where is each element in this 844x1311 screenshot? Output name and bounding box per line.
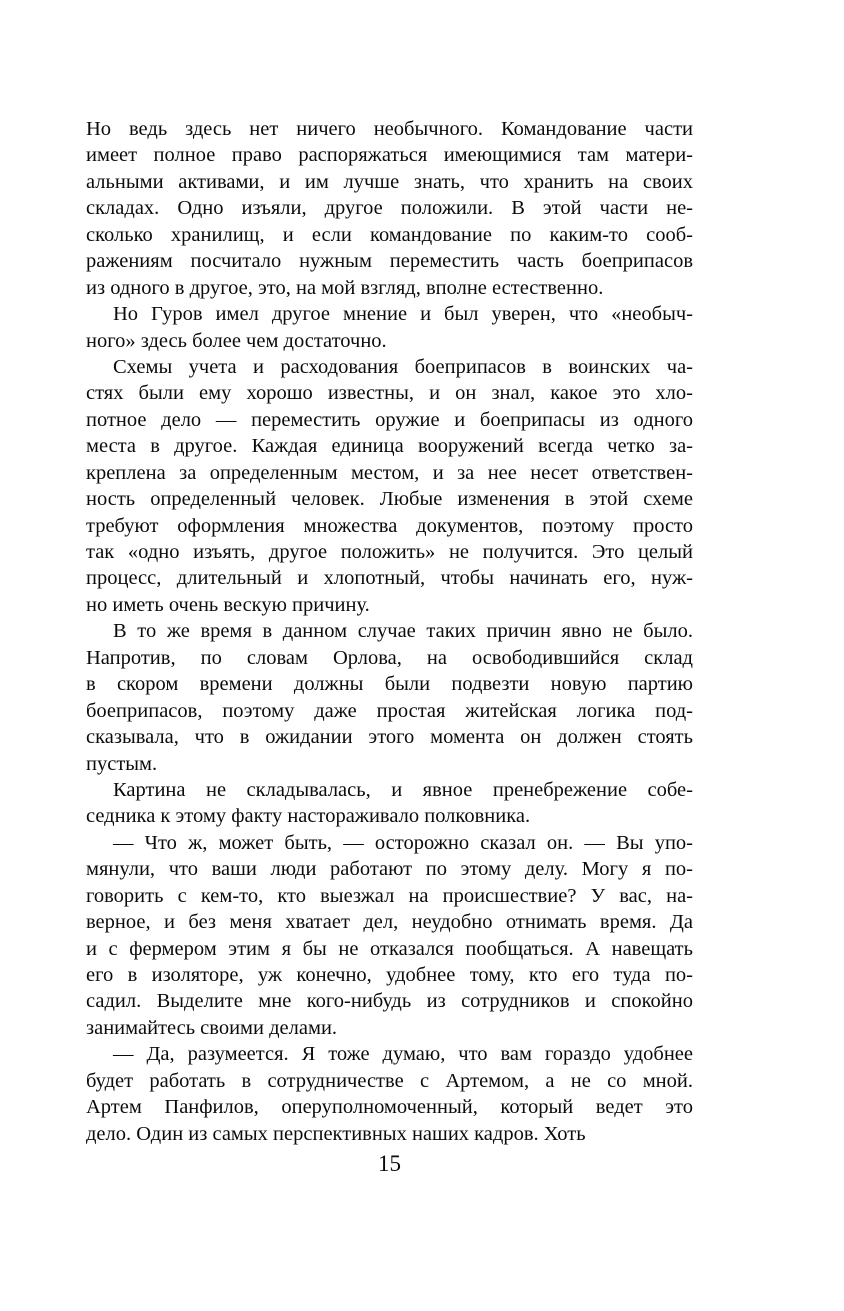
paragraph xyxy=(86,354,693,618)
text-line: в скором времени должны были подвезти новую партию xyxy=(86,673,693,696)
text-line: — Что ж, может быть, — осторожно сказал он. — Вы упо- xyxy=(113,831,693,854)
body-text xyxy=(86,116,693,1147)
text-line: занимайтесь своими делами. xyxy=(86,1016,338,1039)
text-line: складах. Одно изъяли, другое положили. В этой части не- xyxy=(86,197,693,220)
text-line: боеприпасов, поэтому даже простая житейская логика под- xyxy=(86,699,693,722)
text-line: но иметь очень вескую причину. xyxy=(86,593,370,616)
text-line: Напротив, по словам Орлова, на освободившийся склад xyxy=(86,646,693,669)
text-line: говорить с кем-то, кто выезжал на происшествие? У вас, на- xyxy=(86,884,693,907)
text-line: садил. Выделите мне кого-нибудь из сотрудников и спокойно xyxy=(86,990,693,1013)
text-line: Но ведь здесь нет ничего необычного. Командование части xyxy=(86,118,693,140)
text-line: будет работать в сотрудничестве с Артемом, а не со мной. xyxy=(86,1069,693,1092)
paragraph xyxy=(86,116,693,301)
text-line: сказывала, что в ожидании этого момента он должен стоять xyxy=(86,726,693,749)
text-line: Картина не складывалась, и явное пренебрежение собе- xyxy=(113,778,693,801)
paragraph xyxy=(86,830,693,1042)
text-line: стях были ему хорошо известны, и он знал, какое это хло- xyxy=(86,382,693,405)
text-line: сколько хранилищ, и если командование по каким-то сооб- xyxy=(86,223,693,246)
text-line: требуют оформления множества документов, поэтому просто xyxy=(86,514,693,537)
text-line: потное дело — переместить оружие и боеприпасы из одного xyxy=(86,408,693,431)
text-line: процесс, длительный и хлопотный, чтобы начинать его, нуж- xyxy=(86,567,693,590)
text-line: ность определенный человек. Любые изменения в этой схеме xyxy=(86,488,693,511)
text-line: Но Гуров имел другое мнение и был уверен, что «необыч- xyxy=(113,303,693,326)
paragraph xyxy=(86,777,693,830)
text-line: креплена за определенным местом, и за нее несет ответствен- xyxy=(86,461,693,484)
text-line: и с фермером этим я бы не отказался пообщаться. А навещать xyxy=(86,937,693,960)
text-line: Схемы учета и расходования боеприпасов в воинских ча- xyxy=(113,355,693,378)
text-line: В то же время в данном случае таких причин явно не было. xyxy=(113,620,693,643)
page-number: 15 xyxy=(378,1151,401,1176)
text-line: Артем Панфилов, оперуполномоченный, который ведет это xyxy=(86,1096,693,1119)
text-line: места в другое. Каждая единица вооружений всегда четко за- xyxy=(86,435,693,458)
text-line: верное, и без меня хватает дел, неудобно отнимать время. Да xyxy=(86,911,693,934)
text-line: так «одно изъять, другое положить» не получится. Это целый xyxy=(86,541,693,563)
text-line: альными активами, и им лучше знать, что хранить на своих xyxy=(86,170,693,193)
text-line: дело. Один из самых перспективных наших кадров. Хоть xyxy=(86,1122,586,1145)
text-line: седника к этому факту настораживало полковника. xyxy=(86,805,531,828)
text-line: имеет полное право распоряжаться имеющимися там матери- xyxy=(86,144,693,167)
text-line: его в изоляторе, уж конечно, удобнее тому, кто его туда по- xyxy=(86,964,693,986)
text-line: ражениям посчитало нужным переместить часть боеприпасов xyxy=(86,250,693,273)
text-line: мянули, что ваши люди работают по этому делу. Могу я по- xyxy=(86,858,693,881)
paragraph xyxy=(86,1041,693,1147)
text-line: — Да, разумеется. Я тоже думаю, что вам гораздо удобнее xyxy=(113,1043,693,1066)
text-line: пустым. xyxy=(86,752,158,775)
paragraph xyxy=(86,618,693,777)
text-line: из одного в другое, это, на мой взгляд, вполне естественно. xyxy=(86,276,604,299)
text-line: ного» здесь более чем достаточно. xyxy=(86,329,387,352)
paragraph xyxy=(86,301,693,354)
